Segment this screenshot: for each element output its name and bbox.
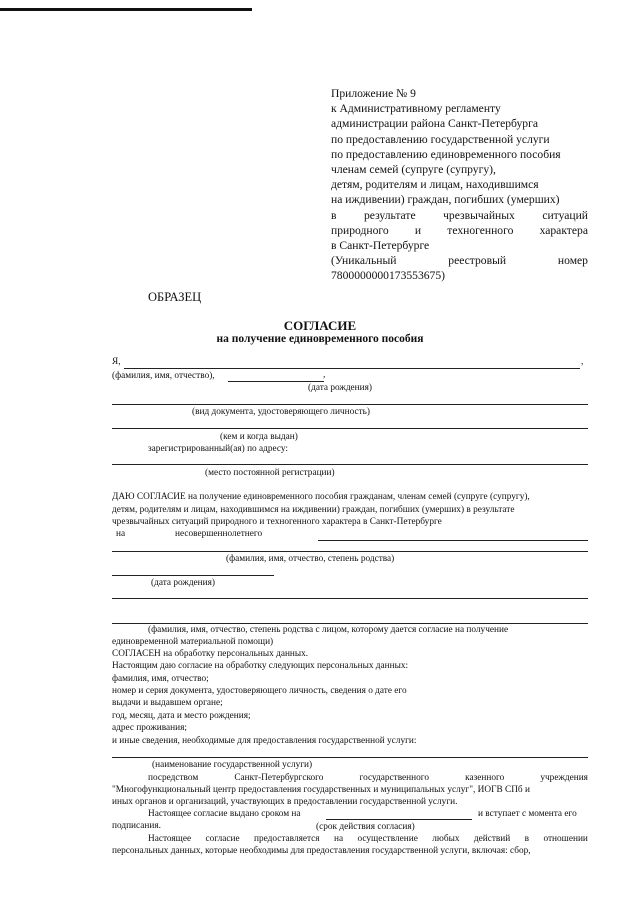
document-title: СОГЛАСИЕ [283, 318, 357, 333]
minor-label: несовершеннолетнего [175, 529, 263, 539]
fio-degree-caption: (фамилия, имя, отчество, степень родства) [226, 554, 395, 564]
word: природного [331, 223, 389, 237]
registered-label: зарегистрированный(ая) по адресу: [148, 444, 288, 454]
service-caption: (наименование государственной услуги) [152, 760, 313, 770]
word: номер [557, 254, 588, 268]
relative-caption-text: (фамилия, имя, отчество, степень родства с лицом, которому дается согласие на получение [148, 625, 509, 635]
birth-caption: (дата рождения) [308, 383, 373, 393]
appendix-line: на иждивении) граждан, погибших (умерших) [331, 193, 560, 207]
sample-label: ОБРАЗЕЦ [148, 290, 202, 304]
mfc-line: "Многофункциональный центр предоставления государственных и муниципальных услуг", ИОГВ СПб и [112, 785, 530, 795]
document-field-line [112, 404, 588, 405]
minor-field-line-2 [112, 551, 588, 552]
word: ситуаций [542, 208, 588, 222]
word: осуществление [357, 834, 418, 844]
data-item: год, месяц, дата и место рождения; [112, 711, 251, 721]
word: предоставляется [254, 834, 320, 844]
appendix-line: по предоставлению государственной услуги [331, 132, 550, 146]
other-orgs-line: иных органов и организаций, участвующих в предоставлении государственной услуги. [112, 797, 458, 807]
word: в [331, 208, 337, 222]
word: в [524, 834, 530, 844]
registry-number: 7800000000173553675) [331, 269, 446, 283]
appendix-line: Приложение № 9 [331, 87, 416, 100]
minor-field-line [318, 540, 588, 541]
agreed-line: СОГЛАСЕН на обработку персональных данных. [112, 649, 309, 659]
relative-field-line [112, 598, 588, 599]
word: Санкт-Петербургского [234, 773, 324, 783]
via-line [148, 773, 588, 783]
word: (Уникальный [331, 254, 397, 268]
appendix-registry-line [331, 253, 588, 268]
word: посредством [148, 773, 199, 783]
appendix-line: по предоставлению единовременного пособия [331, 147, 561, 161]
consent-line: ДАЮ СОГЛАСИЕ на получение единовременного пособия гражданам, членам семей (супруге (супругу), [112, 492, 530, 502]
appendix-line: администрации района Санкт-Петербурга [331, 117, 538, 131]
word: реестровый [448, 254, 507, 268]
word: чрезвычайных [443, 208, 515, 222]
word: техногенного [447, 223, 514, 237]
appendix-line: детям, родителям и лицам, находившимся [331, 178, 539, 192]
word: согласие [205, 834, 240, 844]
appendix-justified-line [331, 208, 588, 223]
enters-force-label: и вступает с момента его [478, 809, 577, 819]
issued-field-line [112, 428, 588, 429]
word: характера [539, 223, 588, 237]
na-label: на [116, 529, 126, 539]
data-item: и иные сведения, необходимые для предоставления государственной услуги: [112, 736, 417, 746]
comma: , [323, 370, 326, 380]
word: казенного [465, 773, 505, 783]
word: любых [432, 834, 460, 844]
comma: , [581, 357, 584, 367]
data-item: адрес проживания; [112, 723, 187, 733]
consent-line: чрезвычайных ситуаций природного и техногенного характера в Санкт-Петербурге [112, 517, 442, 527]
word: результате [363, 208, 416, 222]
document-caption: (вид документа, удостоверяющего личность) [192, 407, 370, 417]
word: Настоящее [148, 834, 192, 844]
last-line: персональных данных, которые необходимы для предоставления государственной услуги, включая: сбор, [112, 846, 531, 856]
word: учреждения [540, 773, 588, 783]
word: государственного [359, 773, 430, 783]
word: и [414, 223, 422, 237]
birth-field-line [228, 381, 324, 382]
residence-field-line [112, 464, 588, 465]
residence-caption: (место постоянной регистрации) [205, 468, 335, 478]
appendix-justified-line [331, 223, 588, 238]
data-item: фамилия, имя, отчество; [112, 674, 209, 684]
relative-caption [148, 625, 588, 635]
issued-caption: (кем и когда выдан) [220, 432, 298, 442]
signing-label: подписания. [112, 821, 161, 831]
ya-label: Я, [112, 357, 121, 367]
word: на [333, 834, 344, 844]
term-caption: (срок действия согласия) [316, 822, 415, 832]
top-rule [0, 8, 252, 11]
birth2-caption: (дата рождения) [151, 578, 216, 588]
word: действий [473, 834, 511, 844]
word: отношении [543, 834, 588, 844]
fio-caption: (фамилия, имя, отчество), [112, 371, 215, 381]
data-item: номер и серия документа, удостоверяющего личность, сведения о дате его [112, 686, 407, 696]
data-item: выдачи и выдавшем органе; [112, 698, 223, 708]
appendix-line: в Санкт-Петербурге [331, 238, 430, 252]
appendix-block [331, 86, 588, 283]
given-for-label: Настоящее согласие выдано сроком на [148, 809, 301, 819]
service-field-line [112, 757, 588, 758]
term-field-line [326, 819, 472, 820]
appendix-line: к Административному регламенту [331, 102, 501, 116]
birth2-field-line [112, 575, 274, 576]
appendix-line: членам семей (супруге (супругу), [331, 162, 496, 176]
relative-field-line-2 [112, 623, 588, 624]
provided-line [148, 834, 588, 844]
fio-field-line [124, 368, 580, 369]
relative-caption-2: единовременной материальной помощи) [112, 637, 274, 647]
document-subtitle: на получение единовременного пособия [216, 333, 424, 345]
hereby-line: Настоящим даю согласие на обработку следующих персональных данных: [112, 661, 409, 671]
consent-line: детям, родителям и лицам, находившимся на иждивении) граждан, погибших (умерших) в результате [112, 505, 515, 515]
